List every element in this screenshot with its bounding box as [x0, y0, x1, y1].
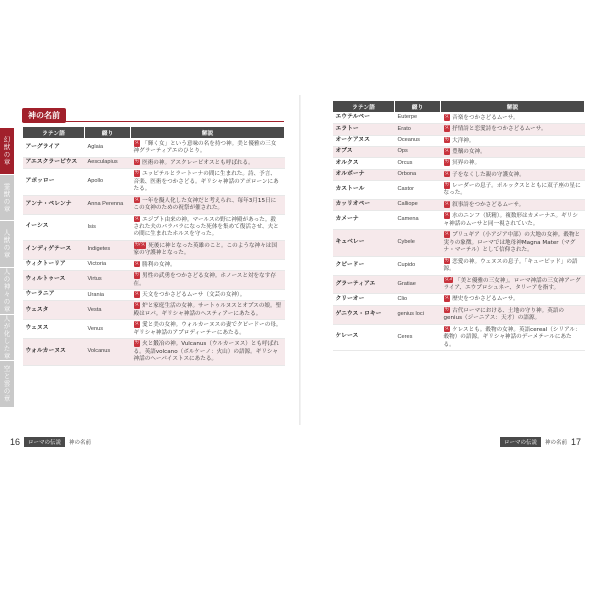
gender-badge: 女: [134, 291, 140, 297]
latin-name: アーグライア: [23, 139, 85, 158]
gender-badge: 男: [134, 340, 140, 346]
gender-badge: 男: [134, 272, 140, 278]
explanation-text: ユッピテルとラートーナの間に生まれた。詩、予言、音楽、医術をつかさどる。ギリシャ神話のアポローンにあたる。: [133, 171, 279, 193]
table-row: [333, 199, 585, 210]
table-row: [23, 195, 285, 214]
chapter-tab: 人獣の章: [0, 221, 14, 268]
gender-badge: 女: [444, 200, 450, 206]
table-row: [23, 139, 285, 158]
explanation-text: 冥界の神。: [452, 160, 481, 167]
table-header-row: [23, 127, 285, 139]
explanation-text: 死後に神となった英雄のこと。このような神々は国家の守護神となった。: [133, 242, 277, 257]
table-row: [333, 305, 585, 324]
table-row: [23, 169, 285, 195]
spelling: genius loci: [395, 305, 441, 324]
chapter-tab: 人の神々の章: [0, 268, 14, 315]
spelling: Orcus: [395, 158, 441, 169]
gender-badge: 男/女: [134, 242, 146, 247]
spelling: Camena: [395, 211, 441, 230]
explanation: [441, 199, 585, 210]
spelling: Isis: [85, 214, 131, 240]
spelling: Urania: [85, 290, 131, 301]
explanation-text: 炉と家庭生活の女神。サートゥルヌスとオプスの娘。聖殿はロパ。ギリシャ神話のヘスティアーにあたる。: [133, 303, 282, 317]
glossary-table-right: [332, 100, 585, 351]
chapter-tabs: [0, 128, 14, 408]
latin-name: オプス: [333, 147, 395, 158]
explanation-text: 「美と優雅の三女神」。ローマ神話の三女神アーグライア、エウプロシュネー、タリーアを指す。: [443, 277, 581, 291]
header-latin: ラテン語: [333, 101, 395, 113]
gender-badge: 女: [444, 148, 450, 154]
table-row: [333, 324, 585, 350]
latin-name: カメーナ: [333, 211, 395, 230]
table-row: [333, 113, 585, 124]
section-underline: [22, 121, 284, 122]
explanation-text: ケレスとも。穀物の女神。英語cereal（シリアル：穀物）の語源。ギリシャ神話のデーメテールにあたる。: [443, 326, 581, 348]
table-row: [333, 147, 585, 158]
gender-badge: 女: [134, 215, 140, 221]
gender-badge: 女: [444, 295, 450, 301]
table-row: [333, 211, 585, 230]
footer-section-label: 神の名前: [545, 440, 568, 446]
latin-name: ウィクトーリア: [23, 259, 85, 270]
spelling: Indigetes: [85, 241, 131, 260]
latin-name: ウォルカーヌス: [23, 339, 85, 365]
spelling: Clio: [395, 294, 441, 305]
explanation: [131, 339, 285, 365]
spelling: Castor: [395, 181, 441, 200]
table-row: [333, 230, 585, 256]
spelling: Cupido: [395, 256, 441, 275]
explanation-text: 「輝く女」という意味の名を持つ神。美と優雅の三女神グラーティアエのひとり。: [133, 140, 277, 155]
table-row: [333, 169, 585, 180]
explanation-text: プリュギア（小アジア中部）の大地の女神。穀物と実りの象徴。ローマでは地母神Magna Mater（マグナ・マーテル）として信仰された。: [443, 231, 581, 254]
explanation: [441, 294, 585, 305]
spelling: Calliope: [395, 199, 441, 210]
spelling: Oceanus: [395, 135, 441, 146]
latin-name: ウーラニア: [23, 290, 85, 301]
latin-name: オーケアヌス: [333, 135, 395, 146]
chapter-tab: 空と雲の章: [0, 361, 14, 408]
latin-name: ウィルトゥース: [23, 271, 85, 290]
gender-badge: 女: [444, 170, 450, 176]
explanation: [131, 259, 285, 270]
latin-name: アポッロー: [23, 169, 85, 195]
gender-badge: 男: [444, 182, 450, 188]
header-explanation: 解説: [131, 127, 285, 139]
latin-name: オルクス: [333, 158, 395, 169]
latin-name: クピードー: [333, 256, 395, 275]
explanation-text: 天文をつかさどるムーサ（文芸の女神）。: [142, 291, 246, 298]
explanation: [131, 320, 285, 339]
gender-badge: 女: [134, 302, 140, 308]
table-row: [23, 259, 285, 270]
explanation-text: 抒情詩と恋愛詩をつかさどるムーサ。: [452, 126, 547, 133]
explanation-text: 歴史をつかさどるムーサ。: [452, 296, 519, 303]
right-page: [300, 0, 600, 600]
explanation-text: 愛と美の女神。ウォルカーヌスの妻でクピードーの母。ギリシャ神話のアプロディーテーにあたる。: [133, 322, 282, 336]
spelling: Euterpe: [395, 113, 441, 124]
glossary-table-left: [22, 126, 285, 366]
table-header-row: [333, 101, 585, 113]
gender-badge: 女: [134, 140, 140, 145]
table-row: [333, 124, 585, 135]
explanation: [131, 301, 285, 320]
explanation: [441, 113, 585, 124]
latin-name: ケレース: [333, 324, 395, 350]
latin-name: クリーオー: [333, 294, 395, 305]
latin-name: イーシス: [23, 214, 85, 240]
latin-name: ウェヌス: [23, 320, 85, 339]
spelling: Virtus: [85, 271, 131, 290]
spelling: Orbona: [395, 169, 441, 180]
spelling: Ceres: [395, 324, 441, 350]
spelling: Aesculapius: [85, 157, 131, 168]
explanation-text: 叙事詩をつかさどるムーサ。: [452, 201, 525, 208]
explanation: [441, 124, 585, 135]
footer-section-label: 神の名前: [69, 440, 92, 446]
latin-name: カッリオペー: [333, 199, 395, 210]
gender-badge: 男: [444, 159, 450, 165]
table-row: [23, 339, 285, 365]
page-number: 16: [10, 437, 21, 447]
gender-badge: 男: [444, 306, 450, 312]
table-row: [23, 271, 285, 290]
explanation: [441, 275, 585, 294]
latin-name: カストール: [333, 181, 395, 200]
spelling: Ops: [395, 147, 441, 158]
latin-name: オルボーナ: [333, 169, 395, 180]
explanation: [441, 158, 585, 169]
explanation-text: 恋愛の神。ウェヌスの息子。「キューピッド」の語源。: [443, 258, 578, 272]
spelling: Volcanus: [85, 339, 131, 365]
explanation: [441, 135, 585, 146]
explanation: [131, 157, 285, 168]
table-row: [23, 241, 285, 260]
explanation-text: 火と鍛冶の神。Vulcanus（ウルカーヌス）とも呼ばれる。英語volcano（ボルケーノ：火山）の語源。ギリシャ神話のヘーパイストスにあたる。: [133, 341, 279, 363]
chapter-tab: 幻獣の章: [0, 128, 14, 175]
explanation: [441, 230, 585, 256]
spelling: Venus: [85, 320, 131, 339]
gender-badge: 女: [134, 260, 140, 266]
explanation: [131, 290, 285, 301]
latin-name: アエスクラーピウス: [23, 157, 85, 168]
explanation-text: 子をなくした親の守護女神。: [452, 171, 525, 178]
explanation-text: 大洋神。: [452, 137, 475, 144]
latin-name: グラーティアエ: [333, 275, 395, 294]
section-title: 神の名前: [22, 108, 66, 123]
table-row: [23, 290, 285, 301]
spelling: Aglaia: [85, 139, 131, 158]
table-row: [23, 320, 285, 339]
header-spelling: 綴り: [85, 127, 131, 139]
table-row: [23, 301, 285, 320]
explanation: [131, 271, 285, 290]
explanation: [441, 324, 585, 350]
footer-series-label: ローマの伝説: [500, 437, 541, 447]
footer-left: [10, 437, 91, 447]
footer-series-label: ローマの伝説: [24, 437, 65, 447]
explanation: [441, 147, 585, 158]
spelling: Vesta: [85, 301, 131, 320]
latin-name: キュベレー: [333, 230, 395, 256]
latin-name: インディゲテース: [23, 241, 85, 260]
table-row: [333, 256, 585, 275]
table-row: [333, 275, 585, 294]
table-row: [333, 158, 585, 169]
gender-badge: 女: [444, 114, 450, 119]
explanation-text: 水のニンフ（妖精）。複数形はカメーナエ。ギリシャ神話のムーサと同一視されていた。: [443, 213, 578, 227]
explanation: [131, 169, 285, 195]
explanation-text: 古代ローマにおける、土地の守り神。英語のgenius（ジーニアス：天才）の語源。: [443, 307, 564, 322]
explanation: [131, 214, 285, 240]
chapter-tab: 霊獣の章: [0, 175, 14, 222]
table-row: [333, 135, 585, 146]
gender-badge: 女: [444, 125, 450, 131]
gender-badge: 男: [134, 170, 140, 176]
explanation-text: レーダーの息子。ポルックスとともに双子座の星になった。: [443, 182, 581, 197]
explanation: [131, 195, 285, 214]
explanation-text: 音楽をつかさどるムーサ。: [452, 114, 519, 121]
explanation-text: 勝利の女神。: [142, 261, 176, 268]
table-row: [23, 157, 285, 168]
gender-badge: 女: [444, 325, 450, 331]
latin-name: ゲニウス・ロキー: [333, 305, 395, 324]
gender-badge: 女: [134, 196, 140, 202]
table-row: [333, 181, 585, 200]
header-latin: ラテン語: [23, 127, 85, 139]
footer-right: [500, 437, 581, 447]
latin-name: アンナ・ペレンナ: [23, 195, 85, 214]
spelling: Erato: [395, 124, 441, 135]
explanation: [441, 305, 585, 324]
explanation: [441, 181, 585, 200]
explanation-text: エジプト由来の神。マールスの野に神殿があった。殺された夫のバラバラになった死体を集めて復活させ、夫との間に生まれたホルスを守った。: [133, 216, 279, 238]
explanation-text: 男性の武勇をつかさどる女神。ホノースと対をなす存在。: [133, 273, 276, 287]
gender-badge: 男: [444, 257, 450, 263]
page-number: 17: [571, 437, 582, 447]
explanation: [441, 211, 585, 230]
explanation: [441, 169, 585, 180]
explanation-text: 一年を擬人化した女神だと考えられ、毎年3月15日にこの女神のための祝祭が催された。: [133, 197, 277, 212]
spelling: Cybele: [395, 230, 441, 256]
gender-badge: 女: [444, 231, 450, 237]
gender-badge: 女: [444, 212, 450, 218]
spelling: Anna Perenna: [85, 195, 131, 214]
latin-name: エラトー: [333, 124, 395, 135]
explanation: [131, 139, 285, 158]
gender-badge: 女3: [444, 276, 453, 282]
gender-badge: 男: [134, 158, 140, 164]
latin-name: ウェスタ: [23, 301, 85, 320]
explanation-text: 豊穣の女神。: [452, 148, 486, 155]
explanation: [131, 241, 285, 260]
spelling: Gratiae: [395, 275, 441, 294]
table-row: [23, 214, 285, 240]
header-explanation: 解説: [441, 101, 585, 113]
gender-badge: 男: [444, 136, 450, 142]
spelling: Victoria: [85, 259, 131, 270]
header-spelling: 綴り: [395, 101, 441, 113]
spelling: Apollo: [85, 169, 131, 195]
table-row: [333, 294, 585, 305]
gender-badge: 女: [134, 321, 140, 327]
explanation: [441, 256, 585, 275]
latin-name: エウテルペー: [333, 113, 395, 124]
chapter-tab: 人が化した章: [0, 315, 14, 362]
explanation-text: 医術の神。アスクレーピオスとも呼ばれる。: [142, 159, 254, 166]
